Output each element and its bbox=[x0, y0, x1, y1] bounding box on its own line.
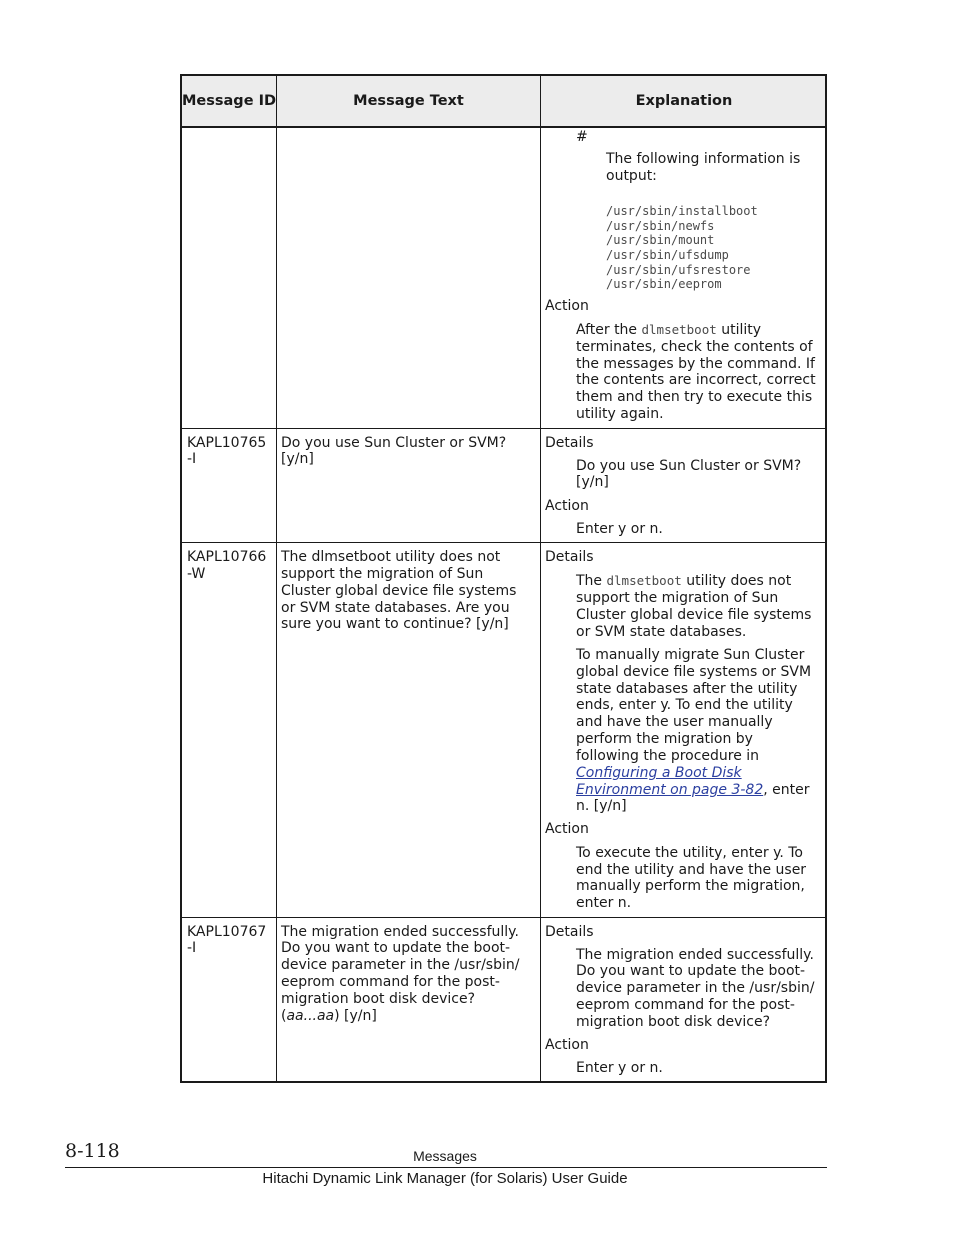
details-label: Details bbox=[545, 549, 594, 565]
message-id-suffix: -I bbox=[187, 451, 197, 467]
action-text: end the utility and have the user bbox=[576, 862, 807, 878]
path-line: /usr/sbin/ufsrestore bbox=[606, 263, 751, 277]
footer-divider bbox=[65, 1167, 827, 1168]
path-line: /usr/sbin/mount bbox=[606, 233, 715, 247]
boot-disk-link[interactable]: Configuring a Boot Disk bbox=[576, 765, 742, 781]
details-label: Details bbox=[545, 435, 594, 451]
details-text: eeprom command for the post- bbox=[576, 997, 795, 1013]
message-text: The dlmsetboot utility does not bbox=[281, 549, 501, 565]
details-text: [y/n] bbox=[576, 474, 609, 490]
row-divider bbox=[182, 542, 825, 543]
variable-text: aa...aa bbox=[286, 1008, 335, 1024]
header-message-text: Message Text bbox=[353, 92, 464, 109]
details-text: Do you want to update the boot- bbox=[576, 963, 806, 979]
message-text: [y/n] bbox=[281, 451, 314, 467]
action-text: After the dlmsetboot utility bbox=[576, 322, 762, 338]
message-text: device parameter in the /usr/sbin/ bbox=[281, 957, 520, 973]
path-line: /usr/sbin/ufsdump bbox=[606, 248, 729, 262]
action-label: Action bbox=[545, 498, 589, 514]
command-name: dlmsetboot bbox=[606, 573, 682, 588]
hash-prompt: # bbox=[576, 129, 588, 145]
message-text: Do you want to update the boot- bbox=[281, 940, 511, 956]
details-text: Do you use Sun Cluster or SVM? bbox=[576, 458, 802, 474]
action-label: Action bbox=[545, 821, 589, 837]
path-line: /usr/sbin/eeprom bbox=[606, 277, 722, 291]
action-text: the messages by the command. If bbox=[576, 356, 815, 372]
action-text: the contents are incorrect, correct bbox=[576, 372, 816, 388]
details-text: To manually migrate Sun Cluster bbox=[576, 647, 805, 663]
table-header bbox=[182, 76, 825, 128]
details-label: Details bbox=[545, 924, 594, 940]
column-divider bbox=[540, 76, 541, 1081]
page-number: 8-118 bbox=[65, 1140, 120, 1162]
details-text: following the procedure in bbox=[576, 748, 760, 764]
details-text: device parameter in the /usr/sbin/ bbox=[576, 980, 815, 996]
action-text: them and then try to execute this bbox=[576, 389, 813, 405]
message-id: KAPL10767 bbox=[187, 924, 267, 940]
footer-guide-title: Hitachi Dynamic Link Manager (for Solaris) User Guide bbox=[262, 1170, 628, 1187]
message-text: or SVM state databases. Are you bbox=[281, 600, 510, 616]
message-id: KAPL10766 bbox=[187, 549, 267, 565]
message-text: Cluster global device file systems bbox=[281, 583, 517, 599]
message-text: The migration ended successfully. bbox=[281, 924, 519, 940]
row-divider bbox=[182, 917, 825, 918]
details-text: state databases after the utility bbox=[576, 681, 798, 697]
details-text: Environment on page 3-82, enter bbox=[576, 782, 810, 798]
footer-section-title: Messages bbox=[413, 1148, 477, 1164]
path-line: /usr/sbin/newfs bbox=[606, 219, 715, 233]
info-text: output: bbox=[606, 168, 657, 184]
details-text: perform the migration by bbox=[576, 731, 753, 747]
command-name: dlmsetboot bbox=[641, 322, 717, 337]
message-text: migration boot disk device? bbox=[281, 991, 476, 1007]
details-text: Cluster global device file systems bbox=[576, 607, 812, 623]
header-message-id: Message ID bbox=[182, 92, 277, 109]
column-divider bbox=[276, 76, 277, 1081]
message-text: eeprom command for the post- bbox=[281, 974, 500, 990]
action-label: Action bbox=[545, 1037, 589, 1053]
boot-disk-link[interactable]: Environment on page 3-82 bbox=[576, 782, 764, 798]
row-divider bbox=[182, 428, 825, 429]
message-text: sure you want to continue? [y/n] bbox=[281, 616, 509, 632]
action-text: Enter y or n. bbox=[576, 521, 663, 537]
messages-table bbox=[180, 74, 827, 1083]
message-id-suffix: -I bbox=[187, 940, 197, 956]
message-id: KAPL10765 bbox=[187, 435, 267, 451]
action-text: terminates, check the contents of bbox=[576, 339, 813, 355]
action-text: enter n. bbox=[576, 895, 632, 911]
details-text: migration boot disk device? bbox=[576, 1014, 771, 1030]
action-text: manually perform the migration, bbox=[576, 878, 805, 894]
details-text: The dlmsetboot utility does not bbox=[576, 573, 792, 589]
details-text: global device file systems or SVM bbox=[576, 664, 812, 680]
header-explanation: Explanation bbox=[635, 92, 733, 109]
message-text: support the migration of Sun bbox=[281, 566, 484, 582]
details-text: or SVM state databases. bbox=[576, 624, 747, 640]
details-text: ends, enter y. To end the utility bbox=[576, 697, 793, 713]
action-text: utility again. bbox=[576, 406, 664, 422]
action-text: Enter y or n. bbox=[576, 1060, 663, 1076]
message-id-suffix: -W bbox=[187, 566, 206, 582]
action-label: Action bbox=[545, 298, 589, 314]
details-text: The migration ended successfully. bbox=[576, 947, 814, 963]
path-line: /usr/sbin/installboot bbox=[606, 204, 758, 218]
action-text: To execute the utility, enter y. To bbox=[576, 845, 804, 861]
message-text: Do you use Sun Cluster or SVM? bbox=[281, 435, 507, 451]
details-text: n. [y/n] bbox=[576, 798, 627, 814]
details-text: support the migration of Sun bbox=[576, 590, 779, 606]
info-text: The following information is bbox=[606, 151, 801, 167]
message-text: (aa...aa) [y/n] bbox=[281, 1008, 377, 1024]
details-text: and have the user manually bbox=[576, 714, 773, 730]
